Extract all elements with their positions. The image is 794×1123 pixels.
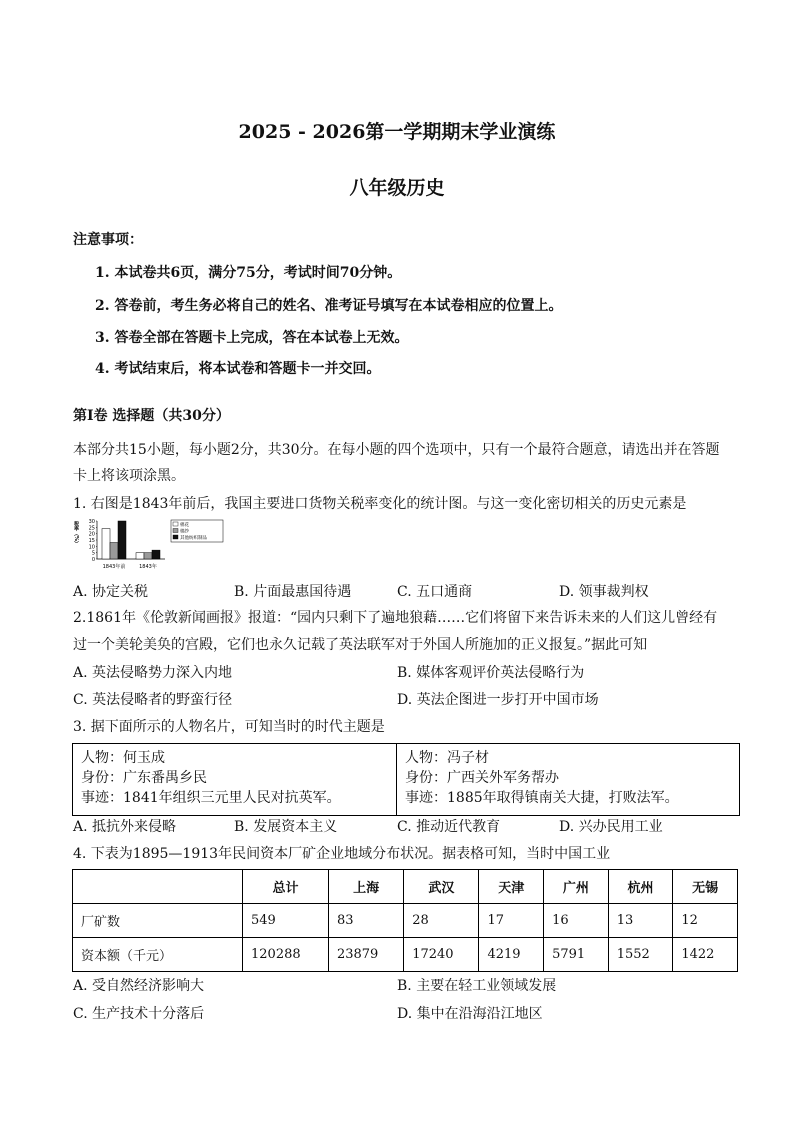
exam-subtitle: 八年级历史 [349, 177, 445, 199]
bar [110, 543, 118, 559]
notice-heading: 注意事项： [73, 232, 143, 248]
legend-swatch [173, 522, 178, 526]
q4-option-b[interactable]: B. 主要在轻工业领域发展 [397, 978, 557, 994]
header-cell: 广州 [544, 870, 609, 904]
x-tick-label: 1843年 [139, 564, 157, 570]
y-tick-label: 15 [88, 538, 95, 544]
person-name: 人物：何玉成 [81, 750, 165, 766]
legend-swatch [173, 529, 178, 533]
table-cell: 4219 [479, 938, 544, 972]
table-cell: 28 [404, 904, 479, 938]
q2-option-c[interactable]: C. 英法侵略者的野蛮行径 [73, 692, 233, 708]
y-tick-label: 5 [91, 550, 95, 557]
notice-item: 3. 答卷全部在答题卡上完成，答在本试卷上无效。 [95, 330, 409, 346]
bar [118, 521, 126, 559]
notice-item: 4. 考试结束后，将本试卷和答题卡一并交回。 [95, 361, 381, 377]
table-cell: 549 [243, 904, 329, 938]
table-cell: 12 [673, 904, 738, 938]
table-cell: 13 [608, 904, 673, 938]
header-cell: 杭州 [608, 870, 673, 904]
q1-option-a[interactable]: A. 协定关税 [73, 584, 149, 600]
q4-option-a[interactable]: A. 受自然经济影响大 [73, 978, 205, 994]
q3-option-b[interactable]: B. 发展资本主义 [234, 819, 338, 835]
q4-stem: 4. 下表为1895—1913年民间资本厂矿企业地域分布状况。据表格可知，当时中国工业 [73, 846, 611, 862]
q3-option-a[interactable]: A. 抵抗外来侵略 [73, 819, 177, 835]
person-identity: 身份：广东番禺乡民 [81, 770, 207, 786]
y-tick-label: 25 [88, 525, 95, 532]
row-label: 资本额（千元） [73, 938, 243, 972]
table-cell: 83 [328, 904, 403, 938]
chart-legend [171, 520, 223, 542]
table-cell: 1422 [673, 938, 738, 972]
row-label: 厂矿数 [73, 904, 243, 938]
q4-option-d[interactable]: D. 集中在沿海沿江地区 [397, 1006, 543, 1022]
table-row [73, 904, 738, 938]
table-cell: 17 [479, 904, 544, 938]
q2-option-d[interactable]: D. 英法企图进一步打开中国市场 [397, 692, 599, 708]
q1-stem: 1. 右图是1843年前后，我国主要进口货物关税率变化的统计图。与这一变化密切相关的历史元素是 [73, 496, 687, 512]
person-identity: 身份：广西关外军务帮办 [405, 770, 559, 786]
legend-label: 棉花 [180, 523, 189, 528]
y-tick-label: 20 [88, 531, 95, 538]
table-cell: 17240 [404, 938, 479, 972]
header-cell: 无锡 [673, 870, 738, 904]
q3-stem: 3. 据下面所示的人物名片，可知当时的时代主题是 [73, 719, 385, 735]
person-card [73, 744, 397, 815]
legend-label: 棉纱 [180, 529, 189, 535]
section-intro: 本部分共15小题，每小题2分，共30分。在每小题的四个选项中，只有一个最符合题意，请选出并在答题 [73, 442, 720, 458]
section-intro: 卡上将该项涂黑。 [73, 468, 185, 484]
header-cell: 上海 [328, 870, 403, 904]
table-cell: 23879 [328, 938, 403, 972]
q4-option-c[interactable]: C. 生产技术十分落后 [73, 1006, 205, 1022]
person-card [397, 744, 739, 815]
q2-stem: 2.1861年《伦敦新闻画报》报道：“园内只剩下了遍地狼藉……它们将留下来告诉未来的人们这儿曾经有 [73, 610, 718, 626]
header-cell [73, 870, 243, 904]
q1-option-b[interactable]: B. 片面最惠国待遇 [234, 584, 352, 600]
table-cell: 120288 [243, 938, 329, 972]
section-heading: 第Ⅰ卷 选择题（共30分） [73, 408, 230, 424]
bar [136, 553, 144, 559]
q1-option-c[interactable]: C. 五口通商 [397, 584, 473, 600]
q2-option-b[interactable]: B. 媒体客观评价英法侵略行为 [397, 665, 585, 681]
q3-option-d[interactable]: D. 兴办民用工业 [559, 819, 663, 835]
person-deed: 事迹：1841年组织三元里人民对抗英军。 [81, 790, 341, 806]
q4-distribution-table [72, 869, 738, 972]
notice-item: 1. 本试卷共6页，满分75分，考试时间70分钟。 [95, 265, 402, 281]
table-cell: 5791 [544, 938, 609, 972]
table-cell: 1552 [608, 938, 673, 972]
q1-tariff-chart [73, 517, 228, 573]
table-row [73, 938, 738, 972]
person-deed: 事迹：1885年取得镇南关大捷，打败法军。 [405, 790, 679, 806]
person-name: 人物：冯子材 [405, 750, 489, 766]
x-tick-label: 1843年前 [102, 564, 126, 570]
bar [152, 550, 160, 559]
y-tick-label: 10 [88, 544, 95, 551]
y-axis-label: 税率（%） [73, 521, 79, 547]
table-cell: 16 [544, 904, 609, 938]
legend-label: 其他纺织制品 [180, 536, 207, 541]
exam-title: 2025 - 2026第一学期期末学业演练 [238, 121, 556, 143]
y-tick-label: 0 [91, 557, 95, 563]
bar [144, 553, 152, 559]
chart-bars [102, 521, 160, 570]
q1-option-d[interactable]: D. 领事裁判权 [559, 584, 649, 600]
q3-option-c[interactable]: C. 推动近代教育 [397, 819, 501, 835]
header-cell: 武汉 [404, 870, 479, 904]
table-header-row [73, 870, 738, 904]
q3-person-cards [72, 743, 740, 816]
notice-item: 2. 答卷前，考生务必将自己的姓名、准考证号填写在本试卷相应的位置上。 [95, 298, 563, 314]
y-tick-label: 30 [88, 519, 95, 525]
q2-option-a[interactable]: A. 英法侵略势力深入内地 [73, 665, 233, 681]
header-cell: 天津 [479, 870, 544, 904]
legend-swatch [173, 535, 178, 539]
q2-stem: 过一个美轮美奂的宫殿，它们也永久记载了英法联军对于外国人所施加的正义报复。”据此可知 [73, 637, 648, 653]
header-cell: 总计 [243, 870, 329, 904]
bar [102, 529, 110, 559]
